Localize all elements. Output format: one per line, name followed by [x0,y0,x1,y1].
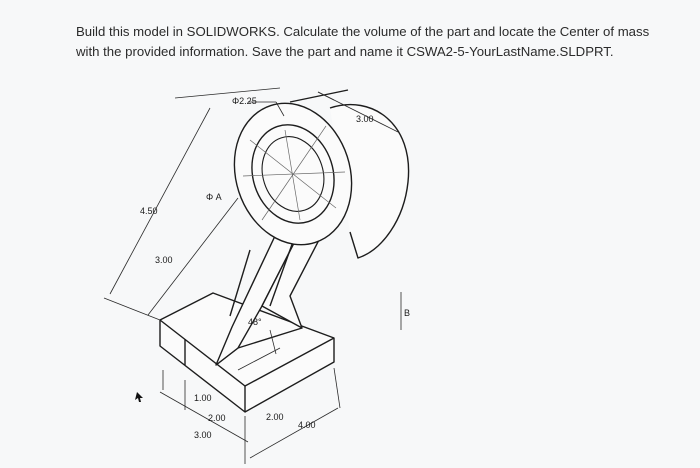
arrow-cursor-icon [135,392,143,402]
dim-lower-height: 3.00 [155,255,173,265]
dim-base-thickness: 1.00 [194,393,212,403]
question-text [76,22,676,62]
dim-hole-diameter: Φ2.25 [232,96,257,106]
height-450-dim [110,108,210,294]
dim-base-depth: 3.00 [194,430,212,440]
part-outline [160,88,409,412]
base-length-ext [334,368,340,408]
base-length-dim [250,408,338,458]
dim-top-width: 3.00 [356,114,374,124]
dim-slot-depth: 2.00 [208,413,226,423]
boss-top-tangent [290,90,348,102]
dim-rib-width: 2.00 [266,412,284,422]
dim-side-b: B [404,308,411,318]
height-450-ext [175,88,280,98]
isometric-drawing [0,80,700,468]
question-line-1: Build this model in SOLIDWORKS. Calculate the volume of the part and locate the Center of mass [76,24,650,39]
height-ext-bottom [104,298,160,320]
dim-point-a: Φ A [206,192,222,202]
dim-overall-height: 4.50 [140,206,158,216]
question-line-2: with the provided information. Save the part and name it CSWA2-5-YourLastName.SLDPRT. [76,44,614,59]
dim-angle: 48° [248,317,262,327]
dim-base-length: 4.00 [298,420,316,430]
